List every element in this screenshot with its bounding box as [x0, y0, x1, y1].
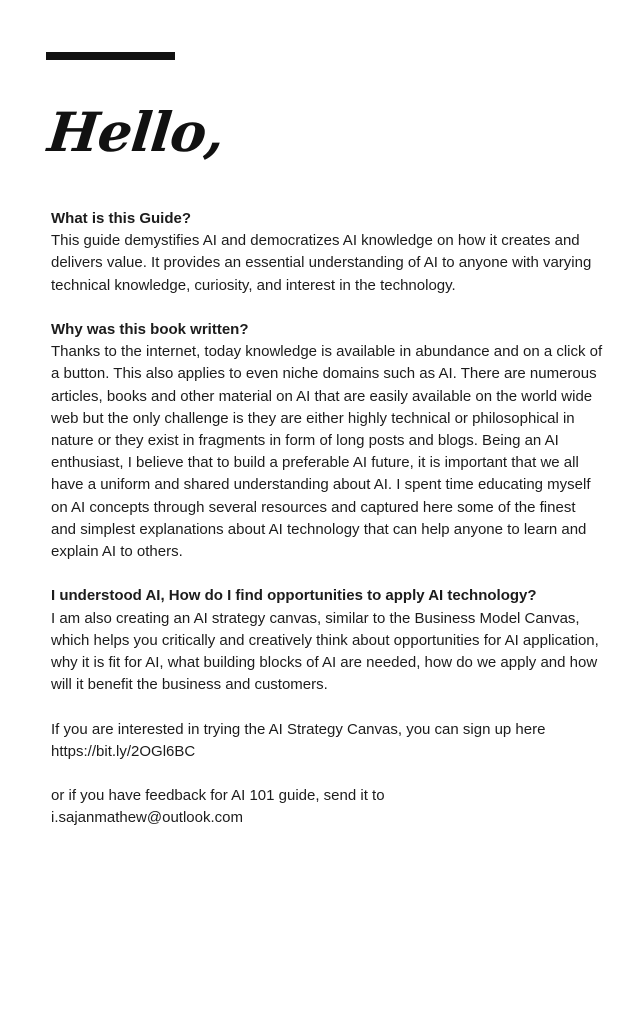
guide-intro-content: [51, 208, 603, 852]
feedback-block: [51, 785, 603, 829]
section-heading: Why was this book written?: [51, 321, 249, 338]
feedback-text: or if you have feedback for AI 101 guide, send it to: [51, 787, 385, 805]
section-why-written: [51, 319, 603, 563]
section-heading: What is this Guide?: [51, 210, 192, 227]
section-find-opportunities: [51, 585, 603, 696]
canvas-signup-text: If you are interested in trying the AI Strategy Canvas, you can sign up here: [51, 720, 546, 738]
section-heading: I understood AI, How do I find opportunities to apply AI technology?: [51, 587, 537, 605]
canvas-signup-link[interactable]: https://bit.ly/2OGl6BC: [51, 742, 196, 760]
top-decorative-bar: [46, 52, 175, 60]
greeting-heading: Hello,: [44, 100, 227, 164]
section-body: This guide demystifies AI and democratizes AI knowledge on how it creates and delivers value. It provides an essential understanding of AI to anyone with varying technical knowledge, curiosity, and interest in the technology.: [51, 232, 592, 294]
canvas-signup-block: [51, 719, 603, 763]
section-body: I am also creating an AI strategy canvas, similar to the Business Model Canvas, which helps you critically and creatively think about opportunities for AI application, why it is fit for AI, what building blocks of AI are needed, how do we apply and how will it benefit the business and customers.: [51, 609, 599, 694]
section-what-is-guide: [51, 208, 603, 297]
section-body: Thanks to the internet, today knowledge is available in abundance and on a click of a button. This also applies to even niche domains such as AI. There are numerous articles, books and other material on AI that are easily available on the world wide web but the only challenge is they are either highly technical or philosophical in nature or they exist in fragments in form of long posts and blogs. Being an AI enthusiast, I believe that to build a preferable AI future, it is important that we all have a uniform and shared understanding about AI. I spent time educating myself on AI concepts through several resources and captured here some of the finest and simplest explanations about AI technology that can help anyone to learn and explain AI to others.: [51, 343, 603, 561]
feedback-email[interactable]: i.sajanmathew@outlook.com: [51, 809, 243, 827]
